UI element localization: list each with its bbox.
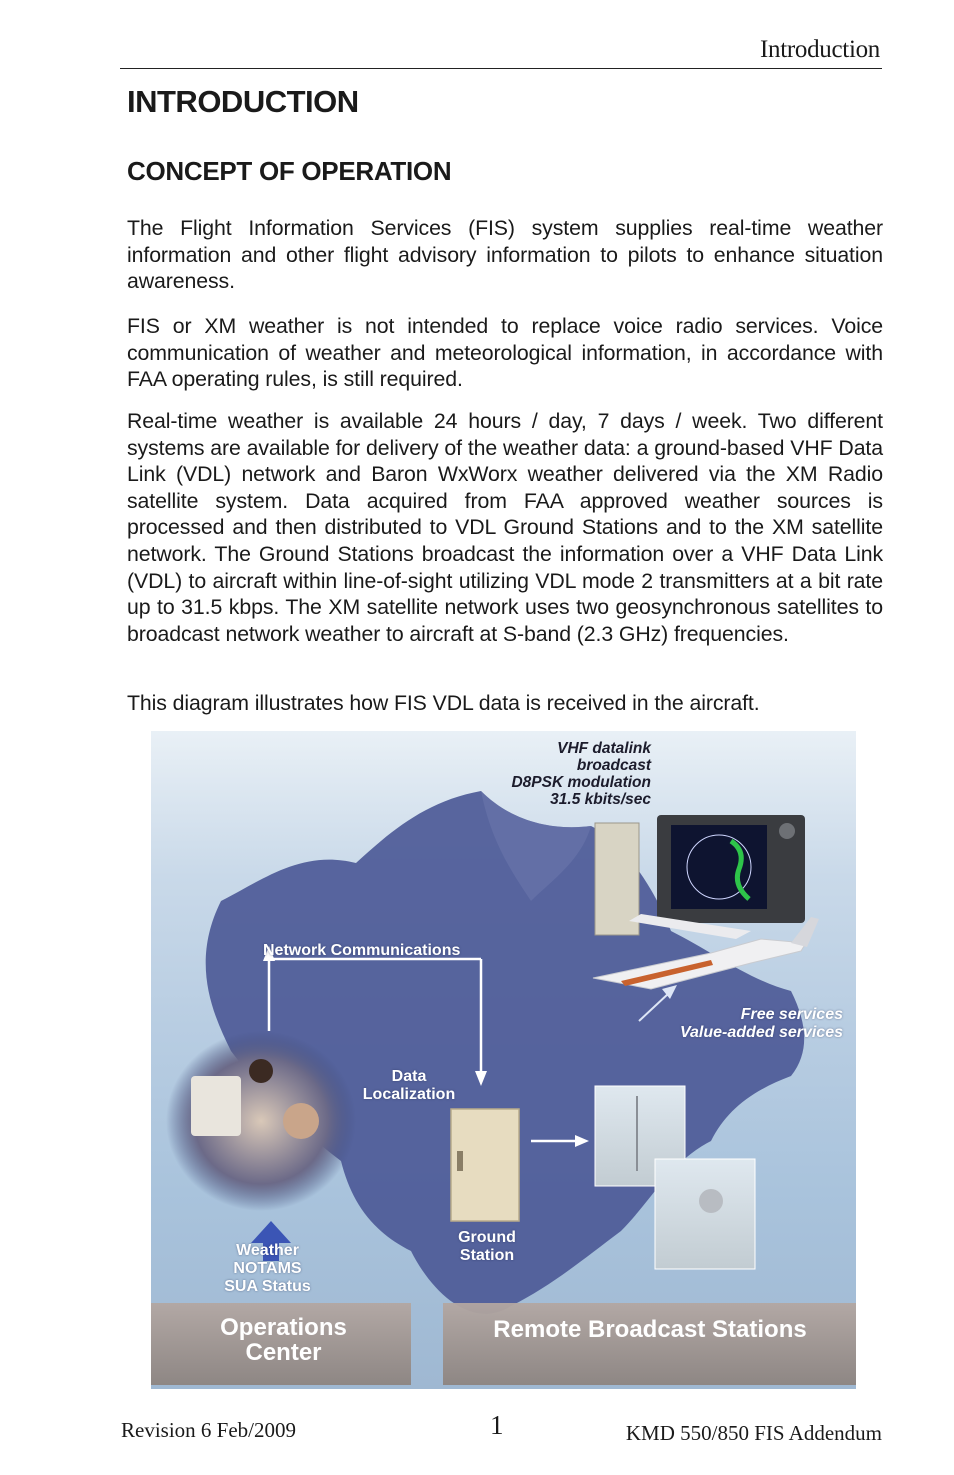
ops-operator2-head [249, 1059, 273, 1083]
vhf-line-3: D8PSK modulation [511, 774, 651, 791]
free-services-line-1: Free services [740, 1006, 843, 1023]
kmd-display-screen [671, 825, 767, 909]
free-services-line-2: Value-added services [679, 1024, 843, 1041]
data-localization-label [354, 1068, 464, 1104]
paragraph-delivery-systems: Real-time weather is available 24 hours / day, 7 days / week. Two different systems are available for delivery of the weather data: a ground-based VHF Data Link (VDL) network and Baron WxWorx weather delivered via the XM Radio satellite system. Data acquired from FAA approved weather sources is processed and then distributed to VDL Ground Stations and to the XM satellite network. The Ground Stations broadcast the information over a VHF Data Link (VDL) to aircraft within line-of-sight utilizing VDL mode 2 transmitters at a bit rate up to 31.5 kbps. The XM satellite network uses two geosynchronous satellites to broadcast network weather to aircraft at S-band (2.3 GHz) frequencies. [127, 409, 883, 646]
weather-input-weather: Weather [236, 1242, 299, 1259]
datalink-receiver-unit [595, 823, 639, 935]
data-localization-line-1: Data [391, 1068, 427, 1085]
weather-inputs-label [206, 1242, 329, 1296]
ground-station-line-2: Station [459, 1247, 515, 1264]
operations-center-line-2: Center [245, 1339, 322, 1366]
operations-center-line-1: Operations [220, 1314, 347, 1341]
vhf-datalink-label [471, 740, 651, 808]
footer-page-number: 1 [490, 1410, 504, 1440]
running-header [120, 34, 882, 69]
footer-revision: Revision 6 Feb/2009 [121, 1418, 297, 1442]
page-title: INTRODUCTION [127, 84, 359, 119]
ops-operator-head [283, 1103, 319, 1139]
ops-monitor [191, 1076, 241, 1136]
operations-center-label [171, 1315, 396, 1365]
free-services-label [641, 1006, 843, 1042]
section-heading: CONCEPT OF OPERATION [127, 156, 452, 186]
kmd-display-knob [779, 823, 795, 839]
vhf-line-2: broadcast [576, 757, 651, 774]
paragraph-diagram-caption: This diagram illustrates how FIS VDL data is received in the aircraft. [127, 691, 760, 715]
remote-station-dish [699, 1189, 723, 1213]
vhf-line-4: 31.5 kbits/sec [550, 791, 651, 808]
ground-station-door-handle [457, 1151, 463, 1171]
remote-station-photo-2 [655, 1159, 755, 1269]
ground-station-line-1: Ground [458, 1229, 516, 1246]
fis-vdl-diagram [151, 731, 856, 1389]
ground-station-label [443, 1229, 531, 1265]
paragraph-voice-services: FIS or XM weather is not intended to replace voice radio services. Voice communication of weather and meteorological information, in accordance with FAA operating rules, is still required. [127, 314, 883, 392]
vhf-line-1: VHF datalink [557, 740, 651, 757]
remote-broadcast-stations-label: Remote Broadcast Stations [493, 1316, 807, 1343]
paragraph-fis-intro: The Flight Information Services (FIS) system supplies real-time weather information and other flight advisory information to pilots to enhance situation awareness. [127, 216, 883, 294]
header-section-title: Introduction [760, 36, 880, 63]
data-localization-line-2: Localization [362, 1086, 456, 1103]
weather-input-sua: SUA Status [224, 1278, 311, 1295]
weather-input-notams: NOTAMS [233, 1260, 302, 1277]
footer-document-title: KMD 550/850 FIS Addendum [625, 1421, 882, 1445]
network-communications-label: Network Communications [263, 942, 461, 959]
